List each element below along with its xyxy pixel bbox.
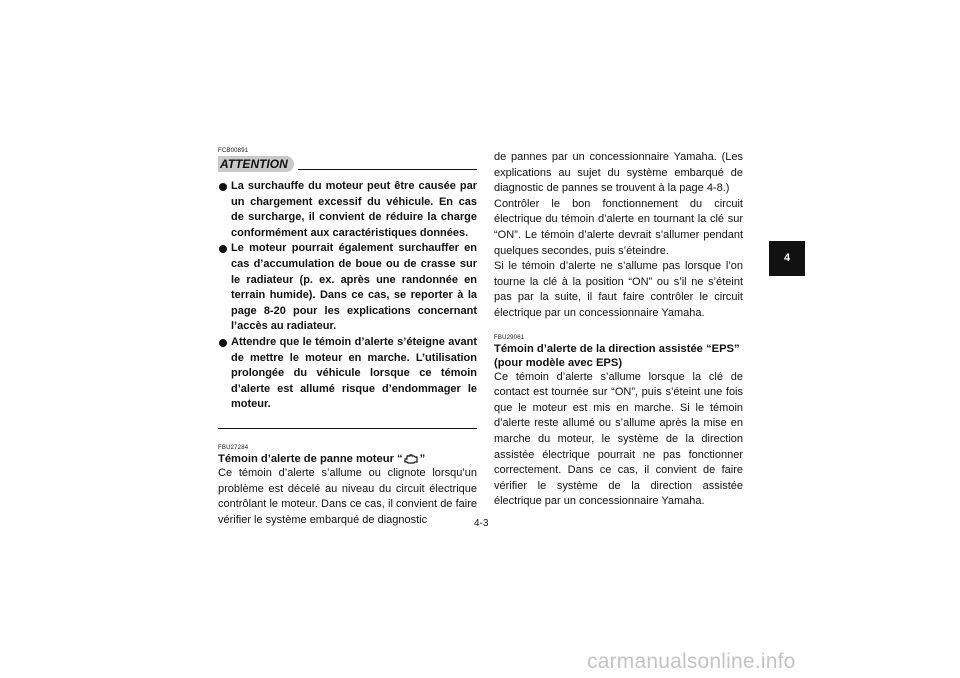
- caution-list: [218, 179, 477, 413]
- caution-item: Attendre que le témoin d’alerte s’éteigne avant de mettre le moteur en marche. L’utilisation prolongée du véhicule lorsque ce témoin d’alerte est allumé risque d’endommager le moteur.: [218, 335, 477, 413]
- engine-warning-paragraph: Ce témoin d’alerte s’allume ou clignote lorsqu’un problème est décelé au niveau du circuit électrique contrôlant le moteur. Dans ce cas, il convient de faire vérifier le système embarqué de diagnostic: [218, 466, 477, 526]
- heading-text-end: ”: [419, 452, 426, 465]
- caution-item: Le moteur pourrait également surchauffer en cas d’accumulation de boue ou de crasse sur le radiateur (p. ex. après une randonnée en terrain humide). Dans ce cas, se reporter à la page 8-20 pour les explications concernant l’accès au radiateur.: [218, 241, 477, 335]
- attention-badge: ATTENTION: [218, 156, 294, 172]
- attention-rule: [298, 169, 477, 170]
- caution-code: FCB00891: [218, 148, 249, 154]
- paragraph: Contrôler le bon fonctionnement du circuit électrique du témoin d’alerte en tournant la clé sur “ON”. Le témoin d’alerte devrait s’allumer pendant quelques secondes, puis s’éteindre.: [494, 197, 743, 257]
- chapter-tab: 4: [769, 241, 805, 276]
- left-column: [218, 148, 477, 528]
- section-code: FBU29061: [494, 334, 525, 341]
- right-column: [494, 150, 743, 510]
- watermark: carmanualsonline.info: [587, 650, 796, 673]
- section-heading-eps-warning: Témoin d’alerte de la direction assistée “EPS” (pour modèle avec EPS): [494, 342, 740, 369]
- section-code: FBU27284: [218, 444, 249, 451]
- engine-icon: [404, 453, 419, 464]
- attention-header: [218, 156, 477, 173]
- page-number: 4-3: [474, 518, 489, 529]
- section-heading-engine-warning: [218, 452, 477, 466]
- paragraph: de pannes par un concessionnaire Yamaha. (Les explications au sujet du système embarqué de diagnostic de pannes se trouvent à la page 4-8.): [494, 151, 743, 195]
- eps-warning-paragraph: Ce témoin d’alerte s’allume lorsque la clé de contact est tournée sur “ON”, puis s’éteint une fois que le moteur est mis en marche. Si le témoin d’alerte reste allumé ou s’allume après la mise en marche du moteur, le système de la direction assistée électrique pourrait ne pas fonctionner correctement. Dans ce cas, il convient de faire vérifier le système de la direction assistée électrique par un concessionnaire Yamaha.: [494, 370, 743, 508]
- heading-text: Témoin d’alerte de panne moteur “: [218, 452, 403, 465]
- paragraph: Si le témoin d’alerte ne s’allume pas lorsque l’on tourne la clé à la position “ON” ou s’il ne s’éteint pas par la suite, il faut faire contrôler le circuit électrique par un concessionnaire Yamaha.: [494, 260, 743, 319]
- caution-end-rule: [218, 428, 477, 429]
- caution-item: La surchauffe du moteur peut être causée par un chargement excessif du véhicule. En cas de surcharge, il convient de réduire la charge conformément aux caractéristiques données.: [218, 179, 477, 241]
